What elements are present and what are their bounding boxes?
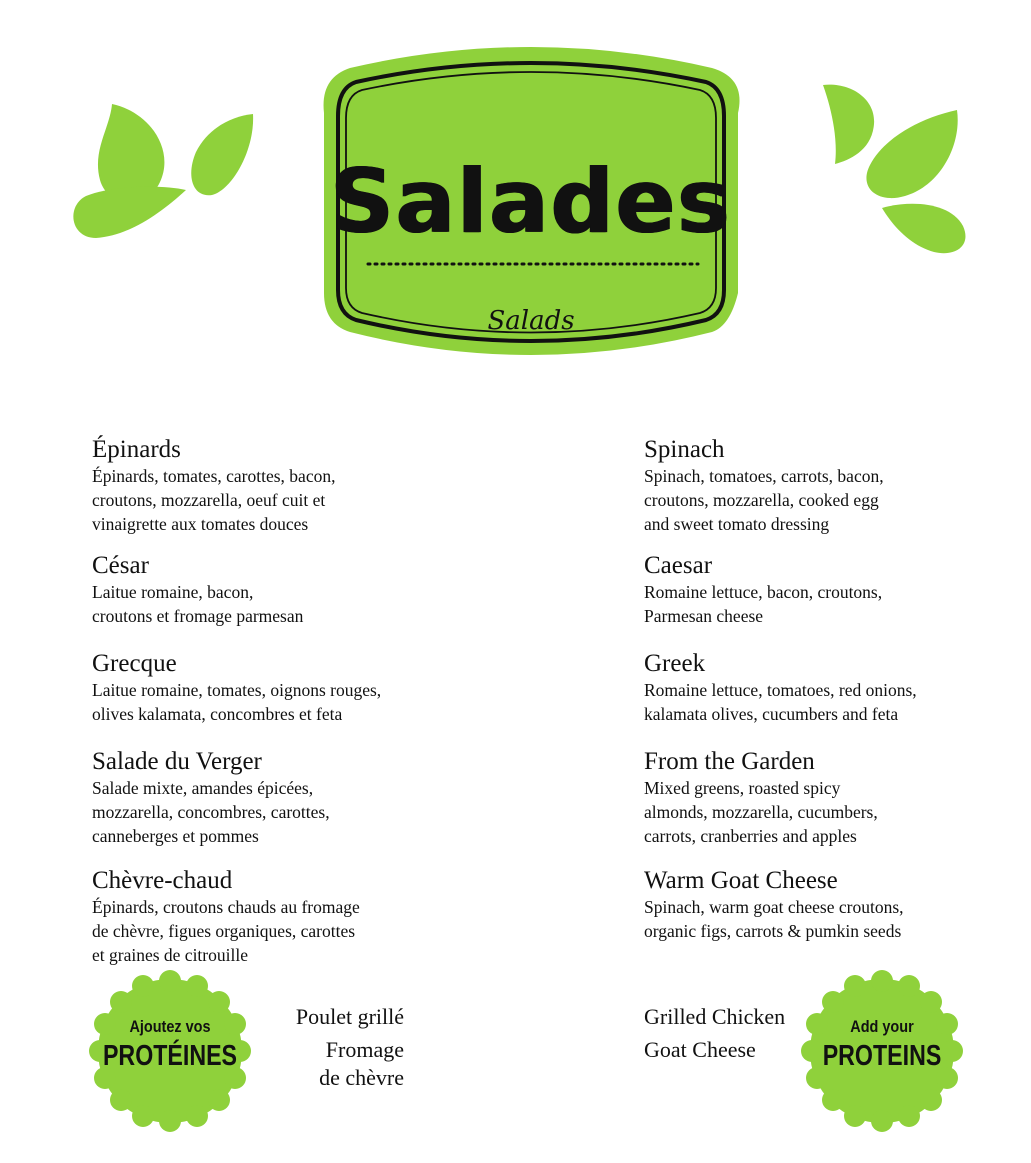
seal-line-2: PROTÉINES [102,1040,238,1072]
protein-list-en [644,1003,785,1064]
item-name: Greek [644,650,706,677]
protein-item: de chèvre [319,1065,404,1090]
item-desc-line: Mixed greens, roasted spicy [644,778,841,798]
item-desc-line: carrots, cranberries and apples [644,826,857,846]
page-subtitle: Salads [487,306,575,336]
protein-item: Goat Cheese [644,1037,756,1062]
item-desc-line: kalamata olives, cucumbers and feta [644,704,899,724]
item-desc-line: de chèvre, figues organiques, carottes [92,921,356,941]
item-desc-line: croutons, mozzarella, oeuf cuit et [92,490,326,510]
menu-item-en [644,650,917,726]
protein-item: Fromage [325,1037,404,1062]
item-desc-line: croutons, mozzarella, cooked egg [644,490,879,510]
menu-item-en [644,436,884,536]
item-desc-line: croutons et fromage parmesan [92,606,304,626]
page-title: Salades [330,150,732,253]
menu-item-en [644,552,882,628]
item-name: Caesar [644,552,713,579]
item-desc-line: Parmesan cheese [644,606,764,626]
seal-line-1: Ajoutez vos [129,1017,211,1036]
menu-item-fr [92,552,303,628]
item-desc-line: canneberges et pommes [92,826,259,846]
proteins-seal-fr [88,969,252,1133]
item-name: César [92,552,149,579]
menu-item-en [644,867,904,943]
leaf-splash-right-icon [823,85,965,254]
item-name: Épinards [92,436,181,463]
item-name: Grecque [92,650,177,677]
seal-line-2: PROTEINS [822,1040,942,1072]
item-desc-line: Laitue romaine, tomates, oignons rouges, [92,680,382,700]
leaf-splash-left-icon [73,104,253,238]
menu-item-fr [92,436,335,536]
item-desc-line: Spinach, warm goat cheese croutons, [644,897,904,917]
menu-item-en [644,748,878,848]
seal-line-1: Add your [850,1017,914,1036]
item-desc-line: mozzarella, concombres, carottes, [92,802,330,822]
menu-item-fr [92,650,381,726]
item-desc-line: Salade mixte, amandes épicées, [92,778,314,798]
protein-item: Grilled Chicken [644,1004,786,1029]
item-desc-line: Épinards, croutons chauds au fromage [92,897,360,917]
item-name: Spinach [644,436,725,463]
item-desc-line: almonds, mozzarella, cucumbers, [644,802,878,822]
item-desc-line: Épinards, tomates, carottes, bacon, [92,466,336,486]
item-desc-line: Spinach, tomatoes, carrots, bacon, [644,466,884,486]
title-badge [320,38,742,360]
protein-item: Poulet grillé [295,1004,404,1029]
menu-item-fr [92,748,330,848]
item-name: Salade du Verger [92,748,262,775]
proteins-seal-en [800,969,964,1133]
item-desc-line: et graines de citrouille [92,945,248,965]
item-name: Chèvre-chaud [92,867,233,894]
item-desc-line: organic figs, carrots & pumkin seeds [644,921,902,941]
item-name: From the Garden [644,748,815,775]
item-desc-line: vinaigrette aux tomates douces [92,514,309,534]
item-desc-line: Laitue romaine, bacon, [92,582,254,602]
item-name: Warm Goat Cheese [644,867,838,894]
item-desc-line: Romaine lettuce, tomatoes, red onions, [644,680,917,700]
menu-item-fr [92,867,360,967]
protein-list-fr [260,1003,404,1092]
item-desc-line: Romaine lettuce, bacon, croutons, [644,582,883,602]
item-desc-line: olives kalamata, concombres et feta [92,704,343,724]
item-desc-line: and sweet tomato dressing [644,514,830,534]
